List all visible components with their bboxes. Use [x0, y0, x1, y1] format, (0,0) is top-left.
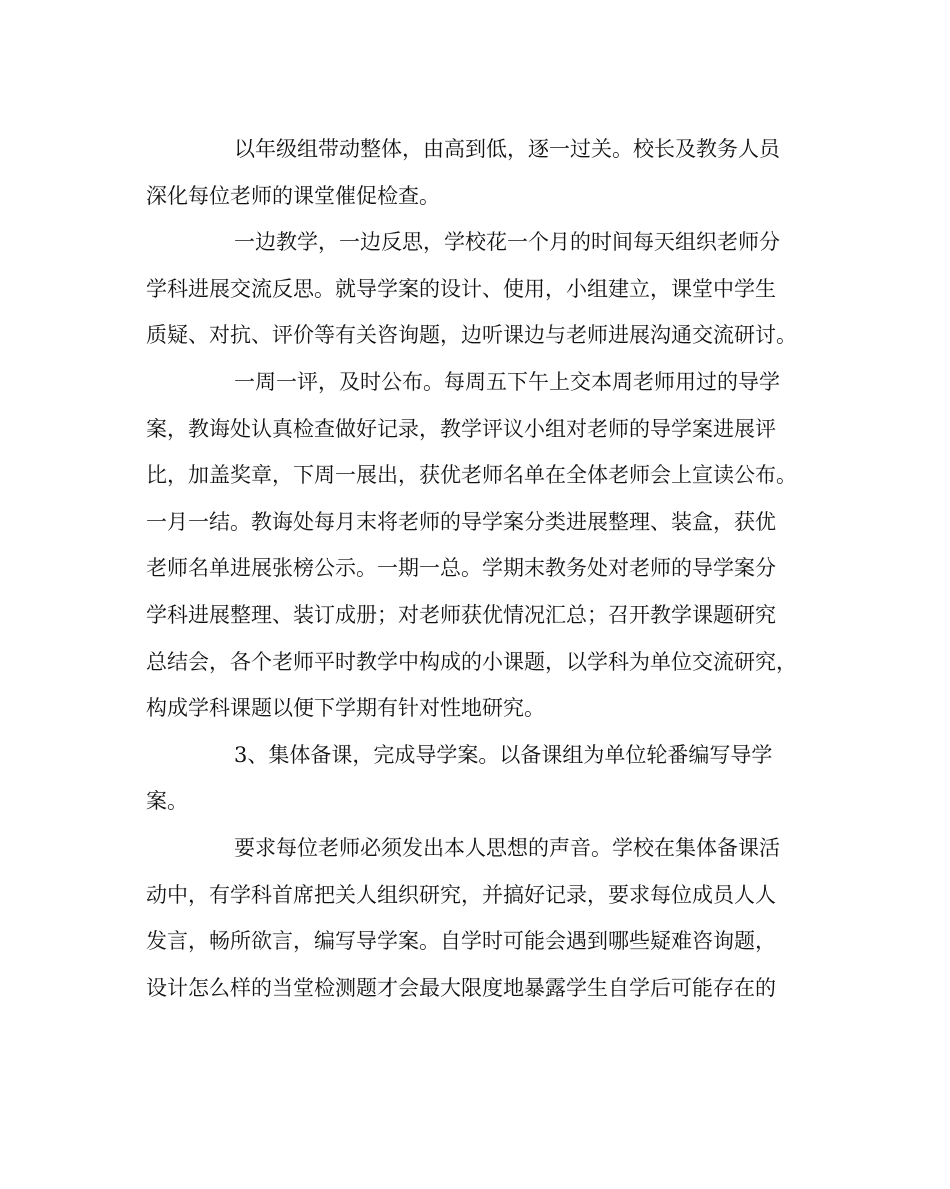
text-line: 发言，畅所欲言，编写导学案。自学时可能会遇到哪些疑难咨询题，	[146, 929, 776, 954]
document-body	[146, 126, 816, 1011]
text-line: 以年级组带动整体，由高到低，逐一过关。校长及教务人员	[234, 137, 780, 161]
text-line: 3、集体备课，完成导学案。以备课组为单位轮番编写导学	[234, 742, 773, 767]
text-line: 动中，有学科首席把关人组织研究，并搞好记录，要求每位成员人人	[146, 882, 776, 907]
text-line: 学科进展交流反思。就导学案的设计、使用，小组建立，课堂中学生	[146, 276, 776, 301]
text-line: 深化每位老师的课堂催促检查。	[146, 183, 440, 208]
text-line: 比，加盖奖章，下周一展出，获优老师名单在全体老师会上宣读公布。	[146, 463, 797, 488]
text-line: 设计怎么样的当堂检测题才会最大限度地暴露学生自学后可能存在的	[146, 975, 776, 1000]
text-line: 一周一评，及时公布。每周五下午上交本周老师用过的导学	[234, 369, 780, 394]
text-line: 构成学科课题以便下学期有针对性地研究。	[146, 696, 545, 721]
text-line: 老师名单进展张榜公示。一期一总。学期末教务处对老师的导学案分	[146, 556, 776, 581]
text-line: 学科进展整理、装订成册；对老师获优情况汇总；召开教学课题研究	[146, 602, 776, 627]
text-line: 总结会，各个老师平时教学中构成的小课题，以学科为单位交流研究，	[146, 649, 797, 674]
text-line: 案，教诲处认真检查做好记录，教学评议小组对老师的导学案进展评	[146, 416, 776, 441]
text-line: 一月一结。教诲处每月末将老师的导学案分类进展整理、装盒，获优	[146, 509, 776, 534]
text-line: 要求每位老师必须发出本人思想的声音。学校在集体备课活	[234, 835, 780, 860]
text-line: 质疑、对抗、评价等有关咨询题，边听课边与老师进展沟通交流研讨。	[146, 323, 797, 348]
text-line: 案。	[146, 789, 188, 814]
text-line: 一边教学，一边反思，学校花一个月的时间每天组织老师分	[234, 230, 780, 255]
